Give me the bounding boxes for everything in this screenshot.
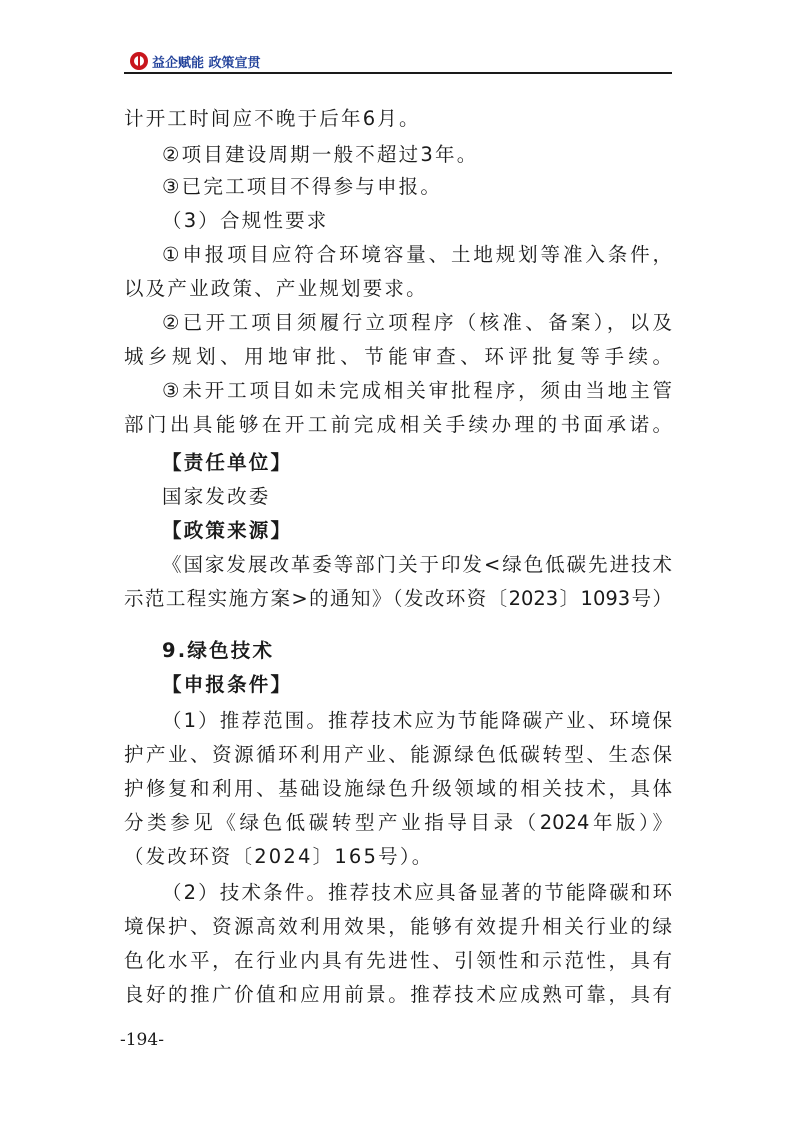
text-line: （3）合规性要求 xyxy=(162,209,329,232)
text-line: 护产业、资源循环利用产业、能源绿色低碳转型、生态保 xyxy=(124,743,672,766)
text-line: ③已完工项目不得参与申报。 xyxy=(162,175,443,198)
text-line: 以及产业政策、产业规划要求。 xyxy=(124,277,428,300)
section-heading-policy-source: 【政策来源】 xyxy=(162,519,293,542)
text-line: 境保护、资源高效利用效果，能够有效提升相关行业的绿 xyxy=(124,915,672,938)
text-line: 护修复和利用、基础设施绿色升级领域的相关技术，具体 xyxy=(124,777,672,800)
text-line: ③未开工项目如未完成相关审批程序，须由当地主管 xyxy=(162,379,672,402)
text-line: （1）推荐范围。推荐技术应为节能降碳产业、环境保 xyxy=(162,709,672,732)
header-divider xyxy=(124,72,672,74)
text-line: ②已开工项目须履行立项程序（核准、备案），以及 xyxy=(162,311,672,334)
text-line: 良好的推广价值和应用前景。推荐技术应成熟可靠，具有 xyxy=(124,983,672,1006)
text-line: ①申报项目应符合环境容量、土地规划等准入条件， xyxy=(162,243,672,266)
text-line: 示范工程实施方案>的通知》（发改环资〔2023〕1093号） xyxy=(124,587,672,610)
logo-text: 益企赋能 政策宣贯 xyxy=(152,55,261,71)
text-line: 色化水平，在行业内具有先进性、引领性和示范性，具有 xyxy=(124,949,672,972)
text-line: （发改环资〔2024〕165号）。 xyxy=(124,845,434,868)
text-line: （2）技术条件。推荐技术应具备显著的节能降碳和环 xyxy=(162,881,672,904)
logo-icon xyxy=(130,52,148,70)
text-line: 城乡规划、用地审批、节能审查、环评批复等手续。 xyxy=(124,345,672,368)
section-title-green-tech: 9.绿色技术 xyxy=(162,639,275,662)
text-line: 《国家发展改革委等部门关于印发<绿色低碳先进技术 xyxy=(162,553,672,576)
section-heading-application-conditions: 【申报条件】 xyxy=(162,673,293,696)
text-line: 计开工时间应不晚于后年6月。 xyxy=(124,107,421,130)
section-heading-responsible-unit: 【责任单位】 xyxy=(162,451,293,474)
text-line: 国家发改委 xyxy=(162,485,271,508)
text-line: 部门出具能够在开工前完成相关手续办理的书面承诺。 xyxy=(124,413,672,436)
text-line: 分类参见《绿色低碳转型产业指导目录（2024年版）》 xyxy=(124,811,672,834)
text-line: ②项目建设周期一般不超过3年。 xyxy=(162,143,479,166)
logo xyxy=(130,51,261,71)
page-header xyxy=(124,50,672,74)
page-number: -194- xyxy=(120,1030,164,1050)
